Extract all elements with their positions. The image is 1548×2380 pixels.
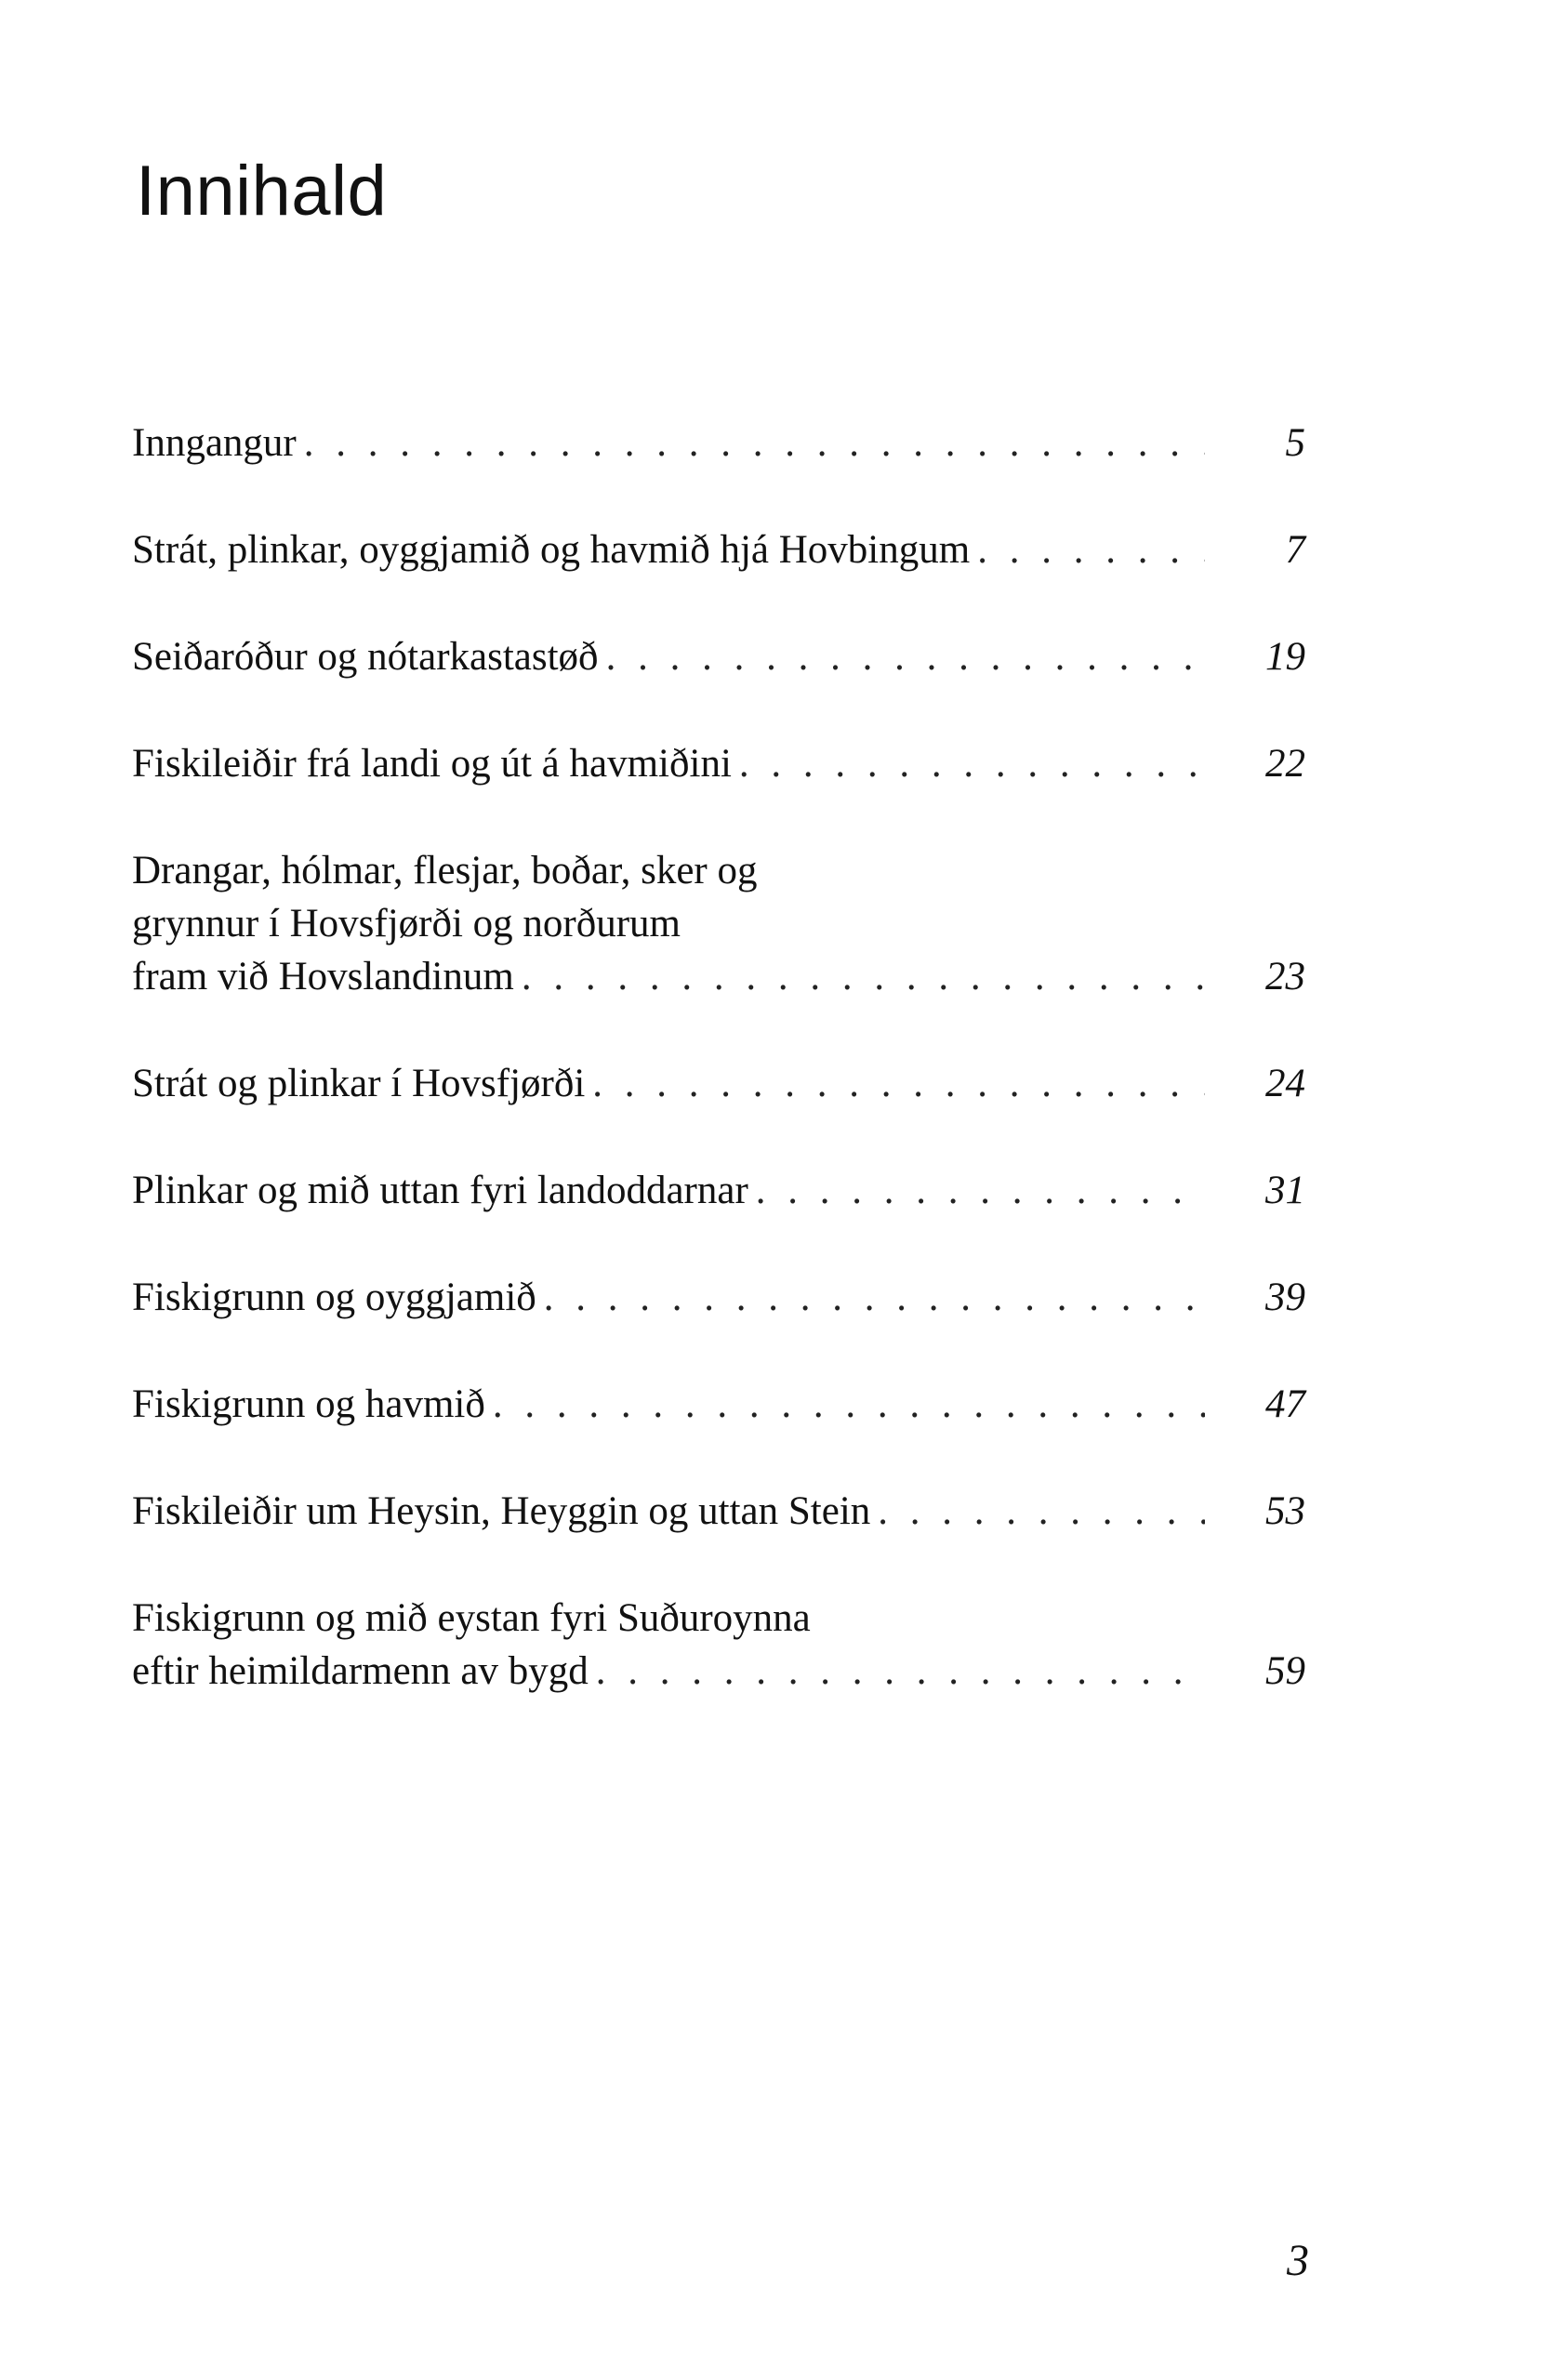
toc-entry[interactable] <box>132 1164 1305 1217</box>
toc-entry-page: 31 <box>1265 1169 1305 1212</box>
toc-entry-page: 24 <box>1265 1062 1305 1105</box>
toc-entry[interactable] <box>132 416 1305 469</box>
toc-entry-page: 22 <box>1265 742 1305 786</box>
toc-entry-title-line-1: Fiskigrunn og mið eystan fyri Suðuroynna <box>132 1596 811 1640</box>
toc-entry-page: 59 <box>1265 1649 1305 1693</box>
toc-entry-title: Plinkar og mið uttan fyri landoddarnar <box>132 1169 748 1212</box>
dot-leader <box>739 737 1205 790</box>
dot-leader <box>522 950 1205 1003</box>
toc-entry[interactable] <box>132 1057 1305 1110</box>
toc-entry[interactable] <box>132 1271 1305 1324</box>
toc-entry-title: Fiskileiðir um Heysin, Heyggin og uttan Stein <box>132 1489 871 1533</box>
toc-entry-title: Strát og plinkar í Hovsfjørði <box>132 1062 586 1105</box>
toc-entry-title-line-3: fram við Hovslandinum <box>132 955 514 998</box>
toc-entry-page: 5 <box>1285 421 1305 465</box>
toc-entry-page: 47 <box>1265 1382 1305 1426</box>
toc-entry-page: 7 <box>1285 528 1305 572</box>
dot-leader <box>592 1057 1205 1110</box>
toc-entry-title: Fiskileiðir frá landi og út á havmiðini <box>132 742 732 786</box>
dot-leader <box>756 1164 1205 1217</box>
toc-entry[interactable] <box>132 523 1305 576</box>
toc-entry-title: Fiskigrunn og oyggjamið <box>132 1276 536 1319</box>
toc-entry[interactable] <box>132 844 1305 1003</box>
toc-entry-page: 23 <box>1265 955 1305 998</box>
dot-leader <box>977 523 1205 576</box>
dot-leader <box>544 1271 1205 1324</box>
toc-entry-title: Seiðaróður og nótarkastastøð <box>132 635 599 679</box>
toc-entry-page: 53 <box>1265 1489 1305 1533</box>
toc-entry[interactable] <box>132 1485 1305 1538</box>
dot-leader <box>606 630 1205 683</box>
toc-entry-title-line-1: Drangar, hólmar, flesjar, boðar, sker og <box>132 849 758 892</box>
toc-entry-title: Inngangur <box>132 421 297 465</box>
toc-entry[interactable] <box>132 737 1305 790</box>
toc-entry[interactable] <box>132 1378 1305 1431</box>
table-of-contents <box>132 416 1305 1752</box>
toc-entry-page: 19 <box>1265 635 1305 679</box>
dot-leader <box>304 416 1205 469</box>
toc-entry-title: Strát, plinkar, oyggjamið og havmið hjá Hovbingum <box>132 528 971 572</box>
toc-entry-title-line-2: grynnur í Hovsfjørði og norðurum <box>132 902 681 945</box>
page-number: 3 <box>1287 2236 1309 2285</box>
toc-entry-title-line-2: eftir heimildarmenn av bygd <box>132 1649 589 1693</box>
dot-leader <box>493 1378 1205 1431</box>
dot-leader <box>596 1645 1205 1698</box>
toc-entry-page: 39 <box>1265 1276 1305 1319</box>
toc-entry[interactable] <box>132 1592 1305 1698</box>
toc-entry[interactable] <box>132 630 1305 683</box>
toc-entry-title: Fiskigrunn og havmið <box>132 1382 485 1426</box>
dot-leader <box>878 1485 1205 1538</box>
page-title: Innihald <box>136 152 388 231</box>
